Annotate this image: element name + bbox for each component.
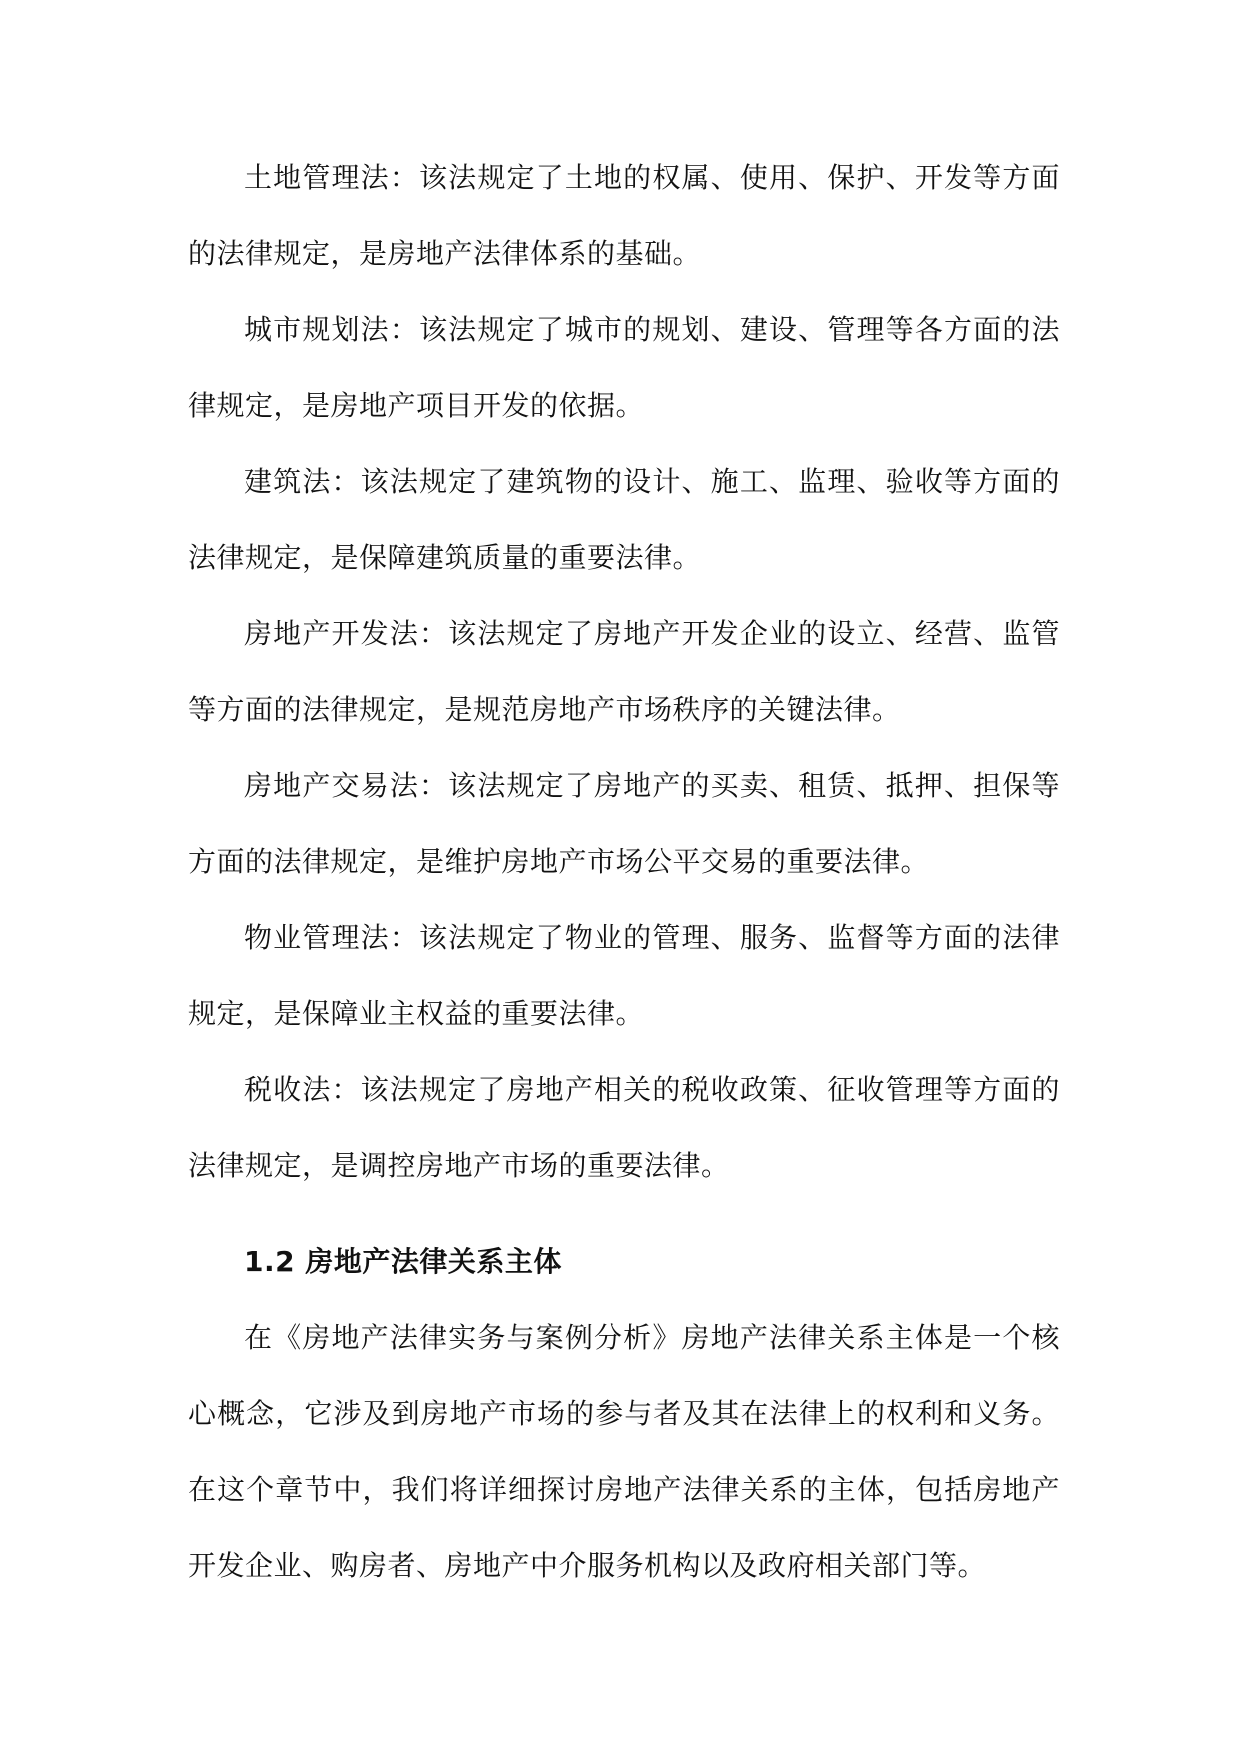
paragraph-property-management-law: 物业管理法：该法规定了物业的管理、服务、监督等方面的法律规定，是保障业主权益的重要法律。	[188, 921, 1060, 1030]
section-heading: 1.2 房地产法律关系主体	[244, 1245, 562, 1278]
paragraph-real-estate-development-law: 房地产开发法：该法规定了房地产开发企业的设立、经营、监管等方面的法律规定，是规范房地产市场秩序的关键法律。	[188, 617, 1060, 726]
paragraph-tax-law: 税收法：该法规定了房地产相关的税收政策、征收管理等方面的法律规定，是调控房地产市场的重要法律。	[188, 1073, 1060, 1182]
document-page	[188, 140, 1060, 1604]
section-body-paragraph: 在《房地产法律实务与案例分析》房地产法律关系主体是一个核心概念，它涉及到房地产市场的参与者及其在法律上的权利和义务。在这个章节中，我们将详细探讨房地产法律关系的主体，包括房地产开发企业、购房者、房地产中介服务机构以及政府相关部门等。	[188, 1321, 1060, 1582]
paragraph-construction-law: 建筑法：该法规定了建筑物的设计、施工、监理、验收等方面的法律规定，是保障建筑质量的重要法律。	[188, 465, 1060, 574]
paragraph-real-estate-transaction-law: 房地产交易法：该法规定了房地产的买卖、租赁、抵押、担保等方面的法律规定，是维护房地产市场公平交易的重要法律。	[188, 769, 1060, 878]
paragraph-urban-planning-law: 城市规划法：该法规定了城市的规划、建设、管理等各方面的法律规定，是房地产项目开发的依据。	[188, 313, 1060, 422]
paragraph-land-management-law: 土地管理法：该法规定了土地的权属、使用、保护、开发等方面的法律规定，是房地产法律体系的基础。	[188, 161, 1060, 270]
